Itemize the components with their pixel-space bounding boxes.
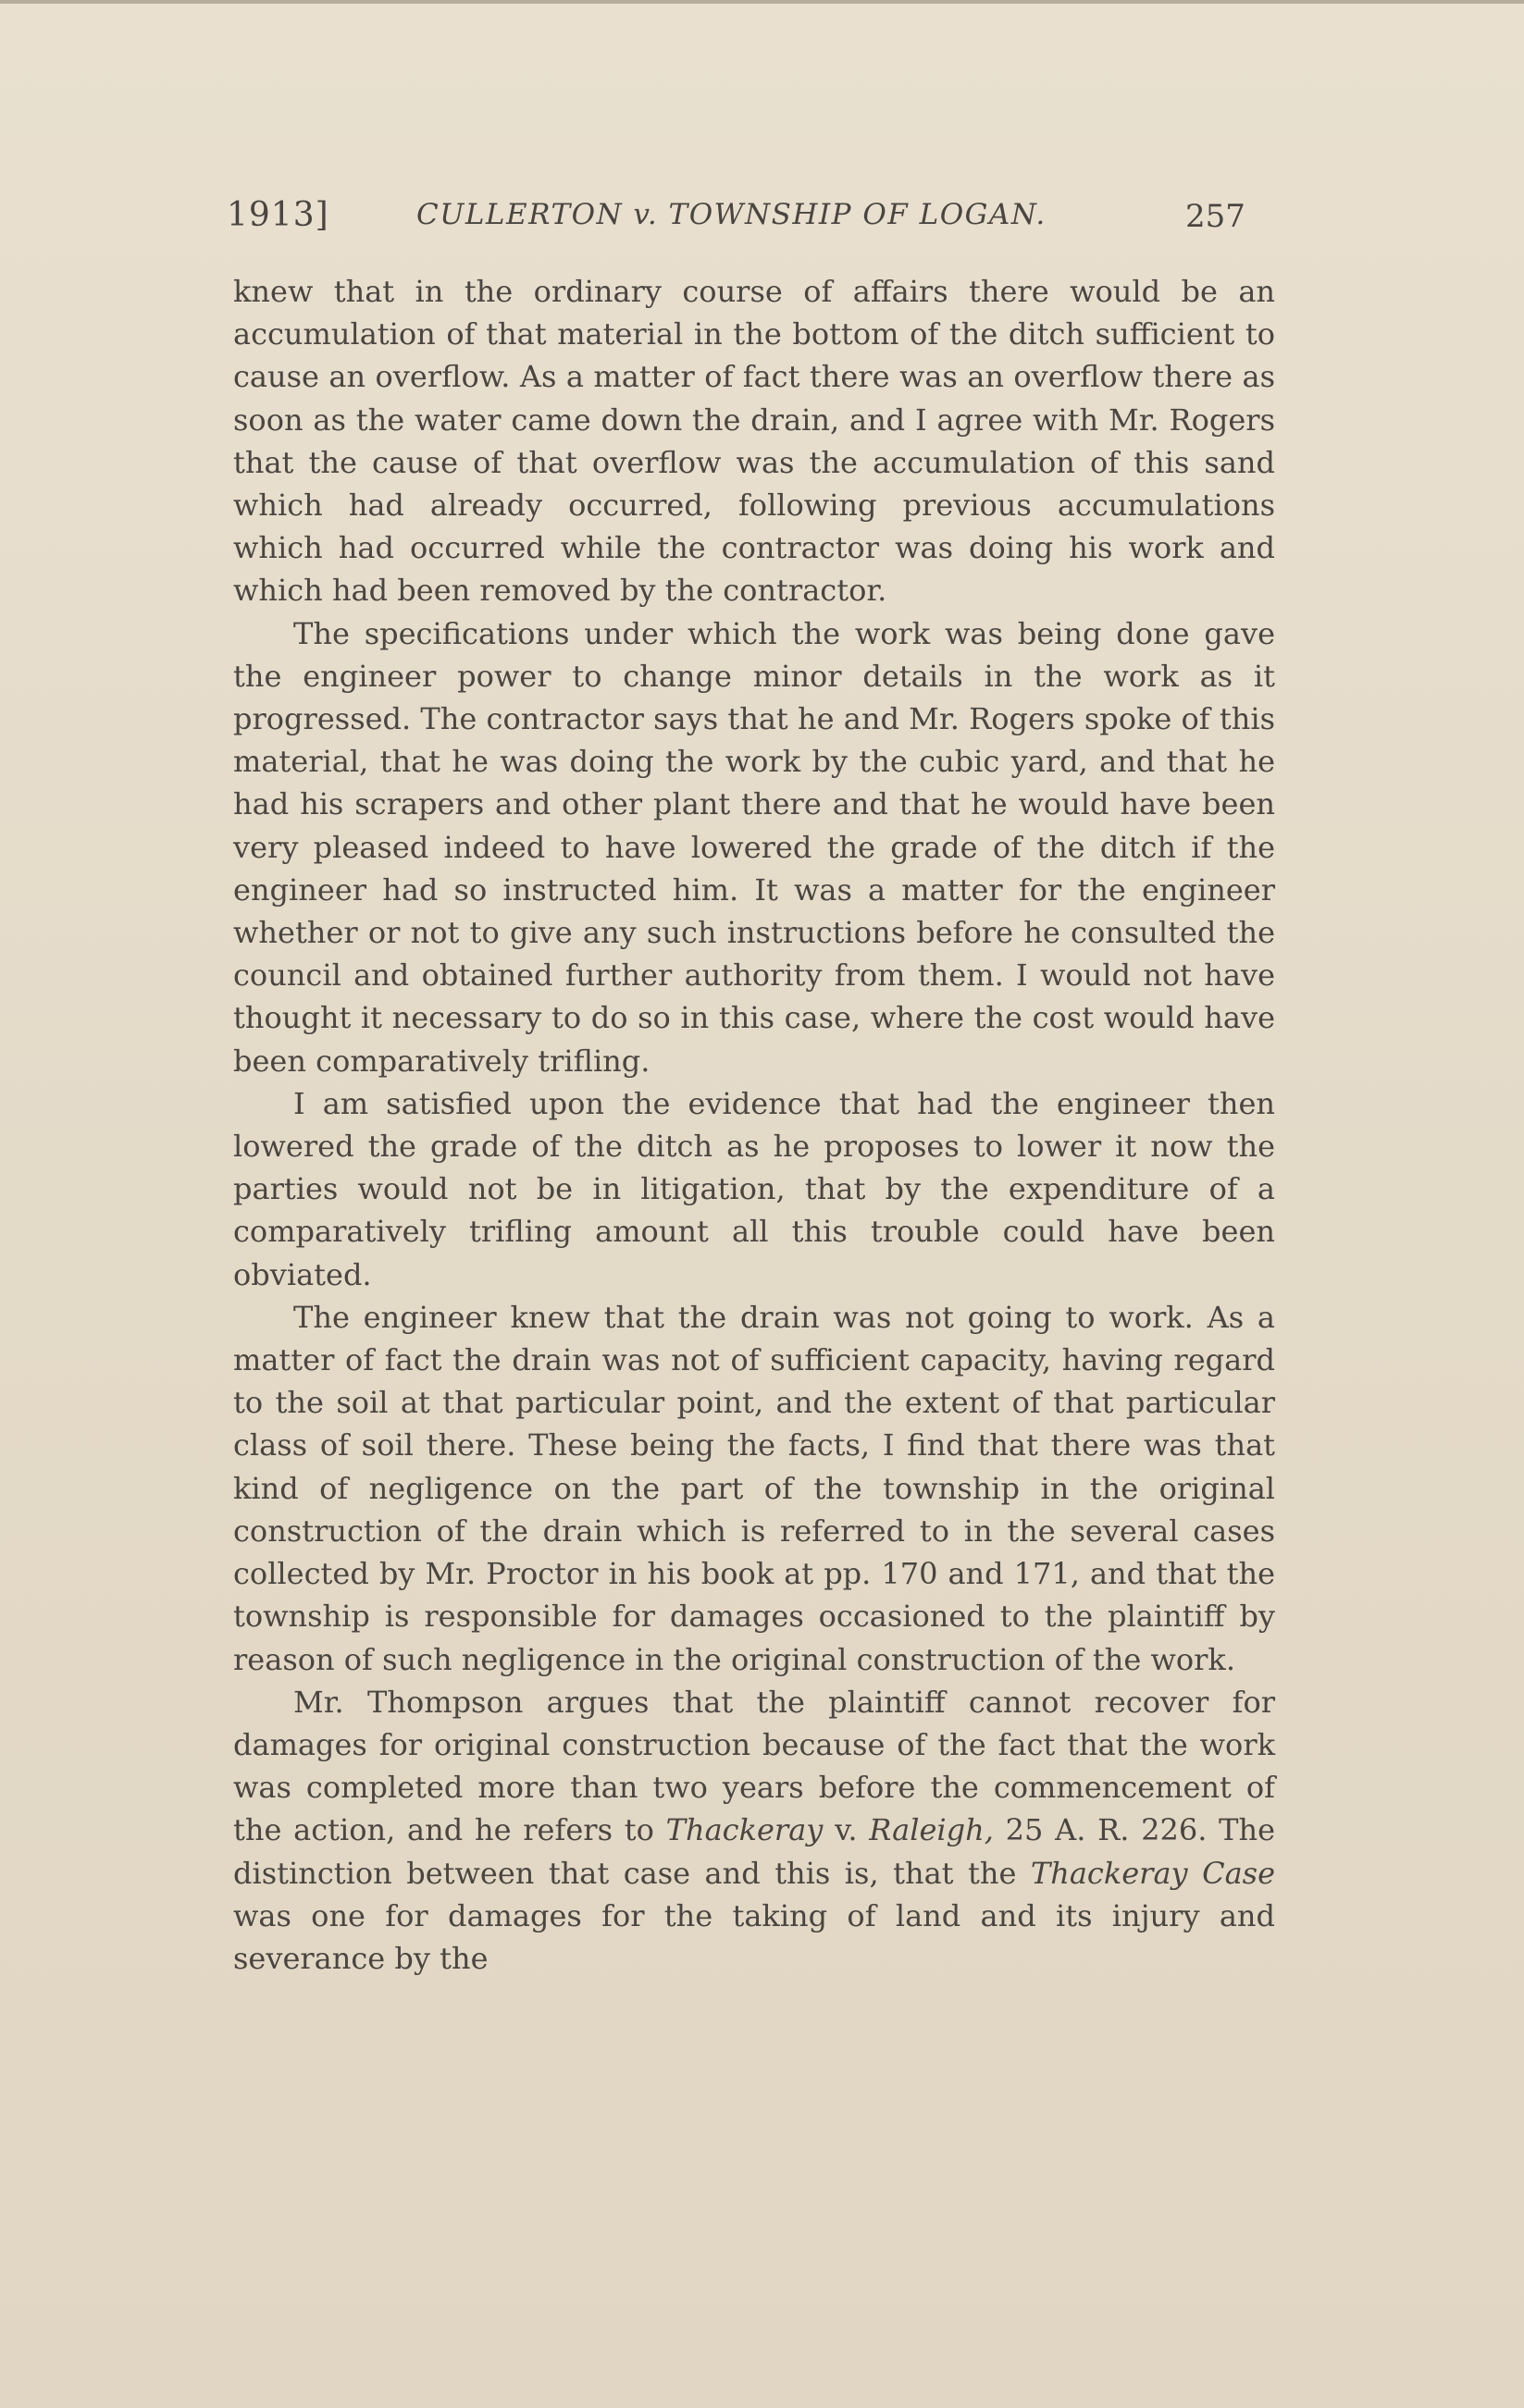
paragraph-5-text-before: Mr. Thompson argues that the plaintiff cannot recover for damages for original construction because of the fact that the work was completed more than two years before the commencement of the action, and he refers to [233,1684,1275,1848]
paragraph-4: The engineer knew that the drain was not going to work. As a matter of fact the drain was not of sufficient capacity, having regard to the soil at that particular point, and the extent of that particular class of soil there. These being the facts, I find that there was that kind of negligence on the part of the township in the original construction of the drain which is referred to in the several cases collected by Mr. Proctor in his book at pp. 170 and 171, and that the township is responsible for damages occasioned to the plaintiff by reason of such negligence in the original construction of the work. [233,1299,1275,1677]
paragraph-3: I am satisfied upon the evidence that had the engineer then lowered the grade of the ditch as he proposes to lower it now the parties would not be in litigation, that by the expenditure of a comparatively trifling amount all this trouble could have been obviated. [233,1085,1275,1292]
paragraph-5-versus: v. [823,1812,870,1848]
running-header [227,196,1245,252]
case-name-thackeray: Thackeray [665,1812,824,1848]
case-name-raleigh: Raleigh, [869,1812,994,1848]
header-case-title: CULLERTON v. TOWNSHIP OF LOGAN. [416,198,1047,231]
paragraph-2: The specifications under which the work was being done gave the engineer power to change minor details in the work as it progressed. The contractor says that he and Mr. Rogers spoke of this material, that he was doing the work by the cubic yard, and that he had his scrapers and other plant there and that he would have been very pleased indeed to have lowered the grade of the ditch if the engineer had so instructed him. It was a matter for the engineer whether or not to give any such instructions before he consulted the council and obtained further authority from them. I would not have thought it necessary to do so in this case, where the cost would have been comparatively trifling. [233,615,1275,1079]
paragraph-1: knew that in the ordinary course of affairs there would be an accumulation of that material in the bottom of the ditch sufficient to cause an overflow. As a matter of fact there was an overflow there as soon as the water came down the drain, and I agree with Mr. Rogers that the cause of that overflow was the accumulation of this sand which had already occurred, following previous accumulations which had occurred while the contractor was doing his work and which had been removed by the contractor. [233,274,1275,609]
paragraph-5-text-after: was one for damages for the taking of land and its injury and severance by the [233,1897,1275,1976]
body-text [233,270,1275,1980]
header-year: 1913] [227,196,329,234]
header-page-number: 257 [1185,198,1245,235]
page-top-edge [0,0,1524,4]
case-name-thackeray-case: Thackeray Case [1030,1855,1276,1891]
paragraph-5-text-middle: 25 A. R. 226. The distinction between that case and this is, that the [233,1812,1276,1891]
paragraph-5 [233,1681,1275,1980]
